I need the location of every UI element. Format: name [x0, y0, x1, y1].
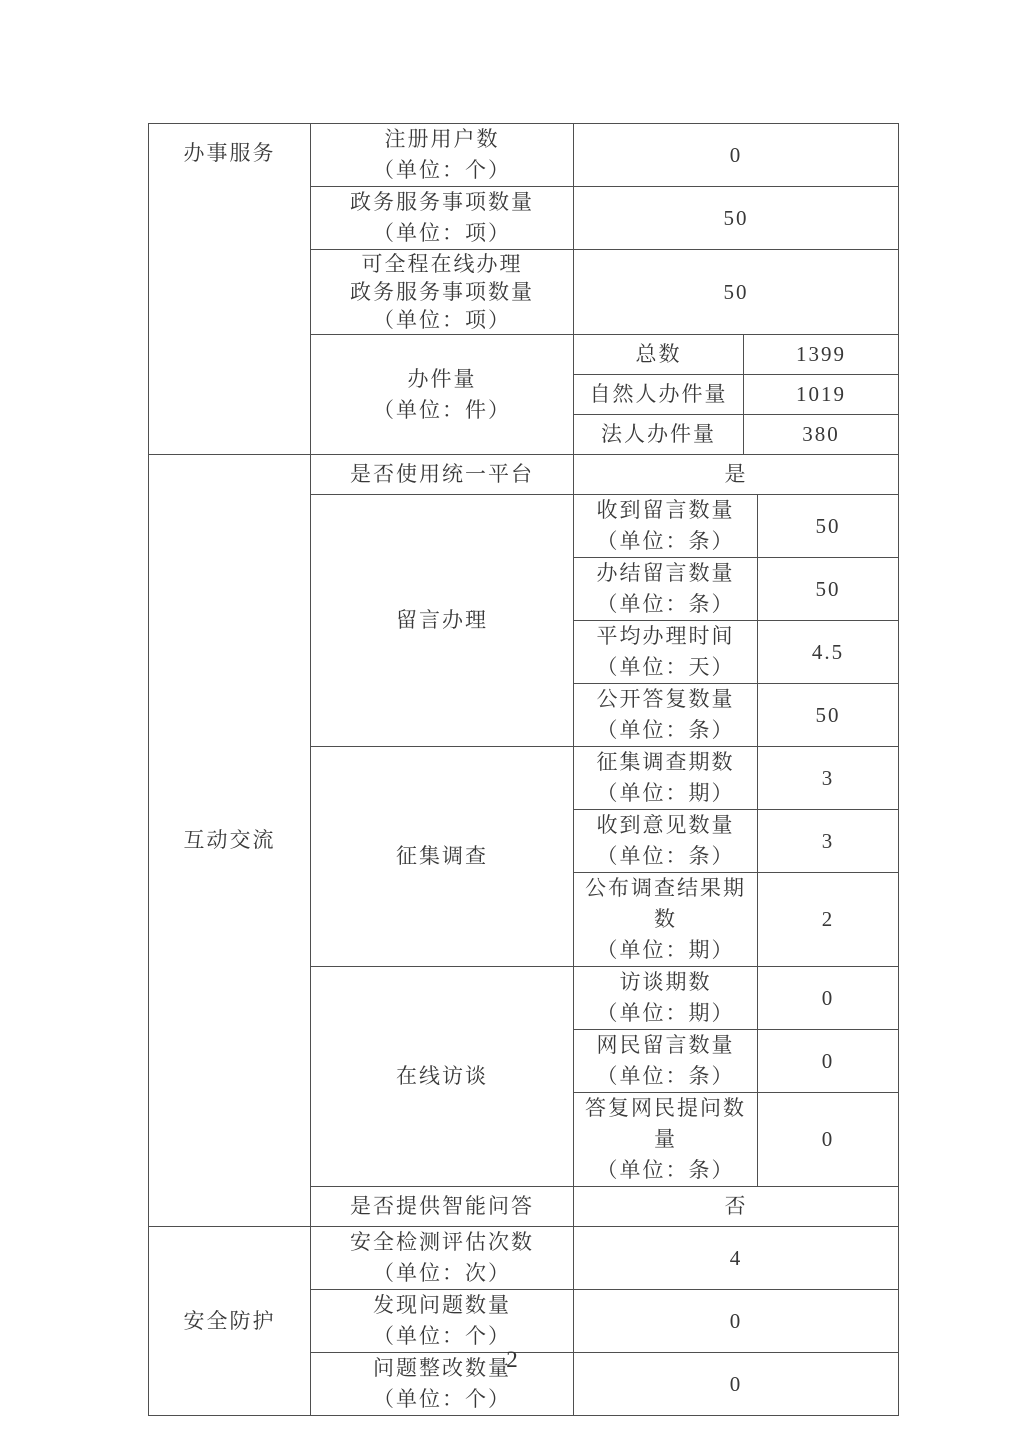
online-items-unit: （单位：项）: [373, 308, 511, 332]
problems-found-label: 发现问题数量: [373, 1293, 511, 1317]
questions-answered-label: 答复网民提问数量: [585, 1096, 746, 1151]
cell-interviews: [311, 967, 574, 1187]
category-security: [149, 1227, 311, 1416]
assessments-unit: （单位：次）: [373, 1261, 511, 1285]
survey-periods-label: 征集调查期数: [596, 750, 735, 774]
interviews-label: 在线访谈: [396, 1064, 488, 1088]
interview-periods-unit: （单位：期）: [596, 1001, 735, 1025]
category-services: [149, 124, 311, 455]
cell-msg-avg-time: [574, 621, 758, 684]
cell-msg-received: [574, 495, 758, 558]
cell-results-published: [574, 873, 758, 967]
cell-case-legal-value: 380: [744, 415, 899, 455]
category-security-label: 安全防护: [183, 1308, 276, 1333]
interview-periods-label: 访谈期数: [619, 970, 712, 994]
cell-opinions-received-value: 3: [758, 810, 899, 873]
opinions-received-label: 收到意见数量: [596, 813, 735, 837]
msg-completed-unit: （单位：条）: [596, 592, 735, 616]
cell-survey-periods-value: 3: [758, 747, 899, 810]
service-items-label: 政务服务事项数量: [350, 190, 534, 214]
cell-unified-platform-value: 是: [574, 455, 899, 495]
cell-msg-public-replies-value: 50: [758, 684, 899, 747]
cell-online-items: [311, 250, 574, 335]
cell-unified-platform-label: 是否使用统一平台: [311, 455, 574, 495]
questions-answered-unit: （单位：条）: [596, 1158, 735, 1182]
registered-users-unit: （单位：个）: [373, 158, 511, 182]
cell-msg-public-replies: [574, 684, 758, 747]
msg-avg-time-unit: （单位：天）: [596, 655, 735, 679]
registered-users-label: 注册用户数: [384, 127, 500, 151]
cell-netizen-messages-value: 0: [758, 1030, 899, 1093]
problems-fixed-unit: （单位：个）: [373, 1387, 511, 1411]
msg-received-unit: （单位：条）: [596, 529, 735, 553]
msg-received-label: 收到留言数量: [596, 498, 735, 522]
cell-case-legal-label: 法人办件量: [574, 415, 744, 455]
msg-completed-label: 办结留言数量: [596, 561, 735, 585]
cell-case-natural-value: 1019: [744, 375, 899, 415]
cell-assessments: [311, 1227, 574, 1290]
cell-assessments-value: 4: [574, 1227, 899, 1290]
report-table: [148, 123, 899, 1416]
survey-periods-unit: （单位：期）: [596, 781, 735, 805]
category-services-label: 办事服务: [183, 141, 276, 165]
cell-registered-users: [311, 124, 574, 187]
netizen-messages-label: 网民留言数量: [596, 1033, 735, 1057]
netizen-messages-unit: （单位：条）: [596, 1064, 735, 1088]
cell-case-natural-label: 自然人办件量: [574, 375, 744, 415]
cell-case-volume: [311, 335, 574, 455]
assessments-label: 安全检测评估次数: [350, 1230, 534, 1254]
cell-surveys: [311, 747, 574, 967]
cell-message-handling: [311, 495, 574, 747]
cell-results-published-value: 2: [758, 873, 899, 967]
cell-problems-found-value: 0: [574, 1290, 899, 1353]
problems-fixed-label: 问题整改数量: [373, 1356, 511, 1380]
cell-msg-completed: [574, 558, 758, 621]
case-volume-label: 办件量: [407, 366, 477, 391]
results-published-label: 公布调查结果期数: [585, 876, 746, 931]
opinions-received-unit: （单位：条）: [596, 844, 735, 868]
cell-service-items: [311, 187, 574, 250]
msg-public-replies-label: 公开答复数量: [596, 687, 735, 711]
cell-msg-completed-value: 50: [758, 558, 899, 621]
cell-questions-answered-value: 0: [758, 1093, 899, 1187]
service-items-unit: （单位：项）: [373, 221, 511, 245]
cell-online-items-value: 50: [574, 250, 899, 335]
cell-smart-qa-label: 是否提供智能问答: [311, 1187, 574, 1227]
cell-questions-answered: [574, 1093, 758, 1187]
cell-interview-periods: [574, 967, 758, 1030]
cell-problems-found: [311, 1290, 574, 1353]
problems-found-unit: （单位：个）: [373, 1324, 511, 1348]
cell-msg-avg-time-value: 4.5: [758, 621, 899, 684]
cell-msg-received-value: 50: [758, 495, 899, 558]
category-interaction: [149, 455, 311, 1227]
case-volume-unit: （单位：件）: [373, 397, 511, 422]
cell-smart-qa-value: 否: [574, 1187, 899, 1227]
msg-avg-time-label: 平均办理时间: [596, 624, 735, 648]
cell-case-total-value: 1399: [744, 335, 899, 375]
cell-interview-periods-value: 0: [758, 967, 899, 1030]
page-number: 2: [506, 1347, 518, 1372]
cell-service-items-value: 50: [574, 187, 899, 250]
cell-registered-users-value: 0: [574, 124, 899, 187]
cell-case-total-label: 总数: [574, 335, 744, 375]
cell-opinions-received: [574, 810, 758, 873]
message-handling-label: 留言办理: [396, 608, 488, 632]
results-published-unit: （单位：期）: [596, 938, 735, 962]
msg-public-replies-unit: （单位：条）: [596, 718, 735, 742]
cell-problems-fixed-value: 0: [574, 1353, 899, 1416]
category-interaction-label: 互动交流: [183, 828, 276, 852]
surveys-label: 征集调查: [396, 844, 488, 868]
online-items-label-line2: 政务服务事项数量: [350, 280, 534, 304]
cell-survey-periods: [574, 747, 758, 810]
cell-netizen-messages: [574, 1030, 758, 1093]
online-items-label-line1: 可全程在线办理: [361, 252, 523, 276]
